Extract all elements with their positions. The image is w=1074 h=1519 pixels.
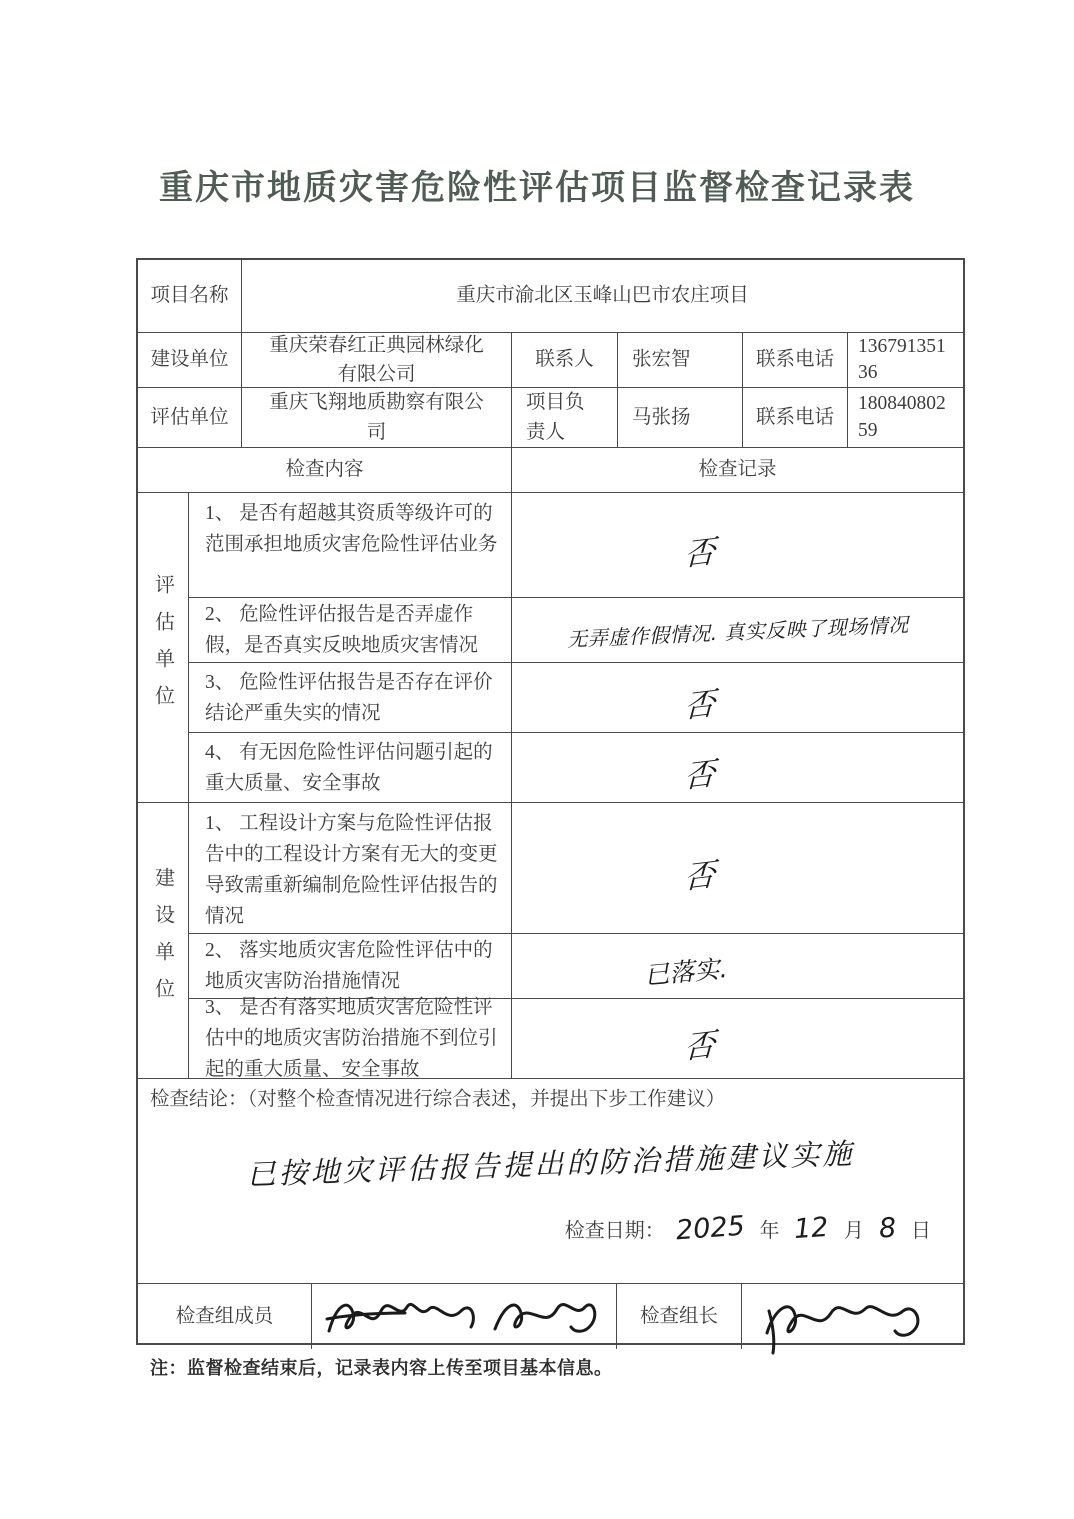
members-label: 检查组成员: [138, 1284, 312, 1349]
column-header-record: 检查记录: [698, 459, 777, 481]
table-row-signatures: [138, 1284, 963, 1349]
inspection-record-table: [136, 258, 965, 1345]
month-suffix: 月: [843, 1220, 864, 1243]
check-record-cell: [512, 999, 963, 1078]
builder-contact-label: 联系人: [512, 333, 618, 387]
section-assessor-checks: [138, 493, 963, 803]
check-record-cell: [512, 934, 963, 998]
check-item-row: [189, 598, 963, 663]
project-name-value: 重庆市渝北区玉峰山巴市农庄项目: [456, 285, 749, 307]
check-item-text: 1、 工程设计方案与危险性评估报告中的工程设计方案有无大的变更导致需重新编制危险性评估报告的情况: [189, 803, 512, 933]
check-item-text: 3、 是否有落实地质灾害危险性评估中的地质灾害防治措施不到位引起的重大质量、安全事故: [189, 999, 512, 1078]
members-signature-cell: [312, 1284, 617, 1349]
page-title: 重庆市地质灾害危险性评估项目监督检查记录表: [159, 169, 915, 207]
check-record-cell: [512, 733, 963, 802]
check-item-row: [189, 934, 963, 999]
leader-signature-cell: [742, 1284, 963, 1349]
conclusion-hint: （对整个检查情况进行综合表述，并提出下步工作建议）: [247, 1089, 726, 1110]
handwritten-record: 无弄虚作假情况. 真实反映了现场情况: [566, 612, 909, 651]
assessor-phone-value: [848, 388, 963, 447]
check-record-cell: [512, 663, 963, 732]
section-label-builder: 建设单位: [138, 803, 189, 1078]
table-row-builder: [138, 333, 963, 388]
handwritten-signature: [319, 1289, 609, 1345]
handwritten-record: 否: [683, 685, 716, 726]
check-item-row: [189, 493, 963, 598]
handwritten-conclusion: 已按地灾评估报告提出的防治措施建议实施: [246, 1136, 855, 1192]
column-header-content: 检查内容: [138, 448, 512, 492]
assessor-pm-label: 项目负责人: [512, 388, 618, 447]
builder-name: 重庆荣春红正典园林绿化有限公司: [242, 333, 512, 387]
check-item-row: [189, 663, 963, 733]
project-name-label: 项目名称: [138, 260, 242, 332]
handwritten-signature: [753, 1289, 953, 1359]
handwritten-record: 否: [683, 755, 716, 796]
handwritten-record: 否: [683, 1026, 716, 1067]
assessor-pm-name: 马张扬: [618, 388, 743, 447]
handwritten-record: 已落实.: [643, 953, 729, 991]
check-item-text: 3、 危险性评估报告是否存在评价结论严重失实的情况: [189, 663, 512, 732]
section-label-assessor: 评估单位: [138, 493, 189, 802]
builder-phone-number: 13679135136: [858, 335, 946, 383]
handwritten-record: 否: [683, 533, 716, 574]
check-item-text: 1、 是否有超越其资质等级许可的范围承担地质灾害危险性评估业务: [189, 493, 512, 597]
handwritten-day: 8: [877, 1212, 898, 1245]
check-record-cell: [512, 598, 963, 662]
handwritten-month: 12: [793, 1212, 830, 1246]
check-item-text: 2、 落实地质灾害危险性评估中的地质灾害防治措施情况: [189, 934, 512, 998]
conclusion-label: 检查结论：: [150, 1089, 248, 1110]
inspection-date-line: [150, 1210, 951, 1247]
check-record-cell: [512, 803, 963, 933]
check-item-text: 4、 有无因危险性评估问题引起的重大质量、安全事故: [189, 733, 512, 802]
table-row-column-headers: [138, 448, 963, 493]
section-builder-checks: [138, 803, 963, 1079]
check-item-text: 2、 危险性评估报告是否弄虚作假，是否真实反映地质灾害情况: [189, 598, 512, 662]
handwritten-year: 2025: [674, 1210, 746, 1247]
assessor-phone-label: 联系电话: [743, 388, 848, 447]
assessor-label: 评估单位: [138, 388, 242, 447]
assessor-phone-number: 18084080259: [858, 393, 946, 441]
year-suffix: 年: [759, 1220, 780, 1243]
handwritten-record: 否: [683, 856, 716, 897]
builder-label: 建设单位: [138, 333, 242, 387]
check-record-cell: [512, 493, 963, 597]
table-row-project-name: [138, 260, 963, 333]
check-item-row: [189, 733, 963, 802]
builder-contact-name: 张宏智: [618, 333, 743, 387]
check-item-row: [189, 803, 963, 934]
assessor-name: 重庆飞翔地质勘察有限公司: [242, 388, 512, 447]
day-suffix: 日: [911, 1220, 931, 1243]
date-label: 检查日期：: [564, 1220, 665, 1243]
conclusion-cell: [138, 1079, 963, 1284]
check-item-row: [189, 999, 963, 1078]
table-row-assessor: [138, 388, 963, 448]
footnote: 注：监督检查结束后，记录表内容上传至项目基本信息。: [150, 1358, 613, 1378]
builder-phone-value: [848, 333, 963, 387]
leader-label: 检查组长: [617, 1284, 742, 1349]
builder-phone-label: 联系电话: [743, 333, 848, 387]
